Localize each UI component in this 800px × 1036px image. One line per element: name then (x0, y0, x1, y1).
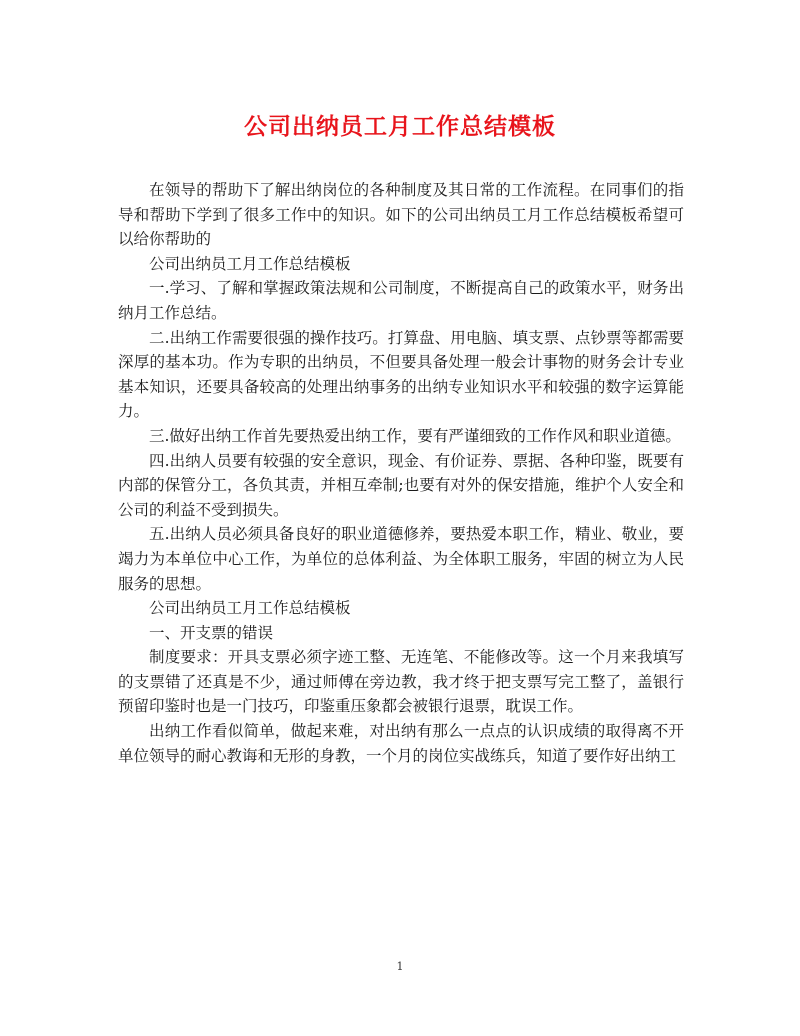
document-body (118, 178, 684, 768)
paragraph-item-3: 三.做好出纳工作首先要热爱出纳工作，要有严谨细致的工作作风和职业道德。 (149, 426, 681, 445)
paragraph-subtitle: 公司出纳员工月工作总结模板 (149, 254, 351, 273)
paragraph-subtitle-2: 公司出纳员工月工作总结模板 (149, 599, 351, 618)
paragraph-item-5: 五.出纳人员必须具备良好的职业道德修养，要热爱本职工作，精业、敬业，要竭力为本单位中心工作，为单位的总体利益、为全体职工服务，牢固的树立为人民服务的思想。 (118, 525, 684, 593)
page-number: 1 (396, 960, 404, 973)
paragraph-check-errors: 制度要求：开具支票必须字迹工整、无连笔、不能修改等。这一个月来我填写的支票错了还真是不少，通过师傅在旁边教，我才终于把支票写完工整了，盖银行预留印鉴时也是一门技巧，印鉴重压象都会被银行退票，耽误工作。 (118, 648, 684, 716)
document-title: 公司出纳员工月工作总结模板 (244, 113, 556, 140)
paragraph-section-heading: 一、开支票的错误 (149, 623, 274, 642)
paragraph-closing: 出纳工作看似简单，做起来难，对出纳有那么一点点的认识成绩的取得离不开单位领导的耐心教诲和无形的身教，一个月的岗位实战练兵，知道了要作好出纳工 (118, 722, 684, 765)
paragraph-item-2: 二.出纳工作需要很强的操作技巧。打算盘、用电脑、填支票、点钞票等都需要深厚的基本功。作为专职的出纳员，不但要具备处理一般会计事物的财务会计专业基本知识，还要具备较高的处理出纳事务的出纳专业知识水平和较强的数字运算能力。 (118, 328, 684, 421)
paragraph-item-1: 一.学习、了解和掌握政策法规和公司制度，不断提高自己的政策水平，财务出纳月工作总结。 (118, 279, 684, 322)
paragraph-intro: 在领导的帮助下了解出纳岗位的各种制度及其日常的工作流程。在同事们的指导和帮助下学到了很多工作中的知识。如下的公司出纳员工月工作总结模板希望可以给你帮助的 (118, 181, 684, 249)
paragraph-item-4: 四.出纳人员要有较强的安全意识，现金、有价证券、票据、各种印鉴，既要有内部的保管分工，各负其责，并相互牵制;也要有对外的保安措施，维护个人安全和公司的利益不受到损失。 (118, 451, 684, 519)
